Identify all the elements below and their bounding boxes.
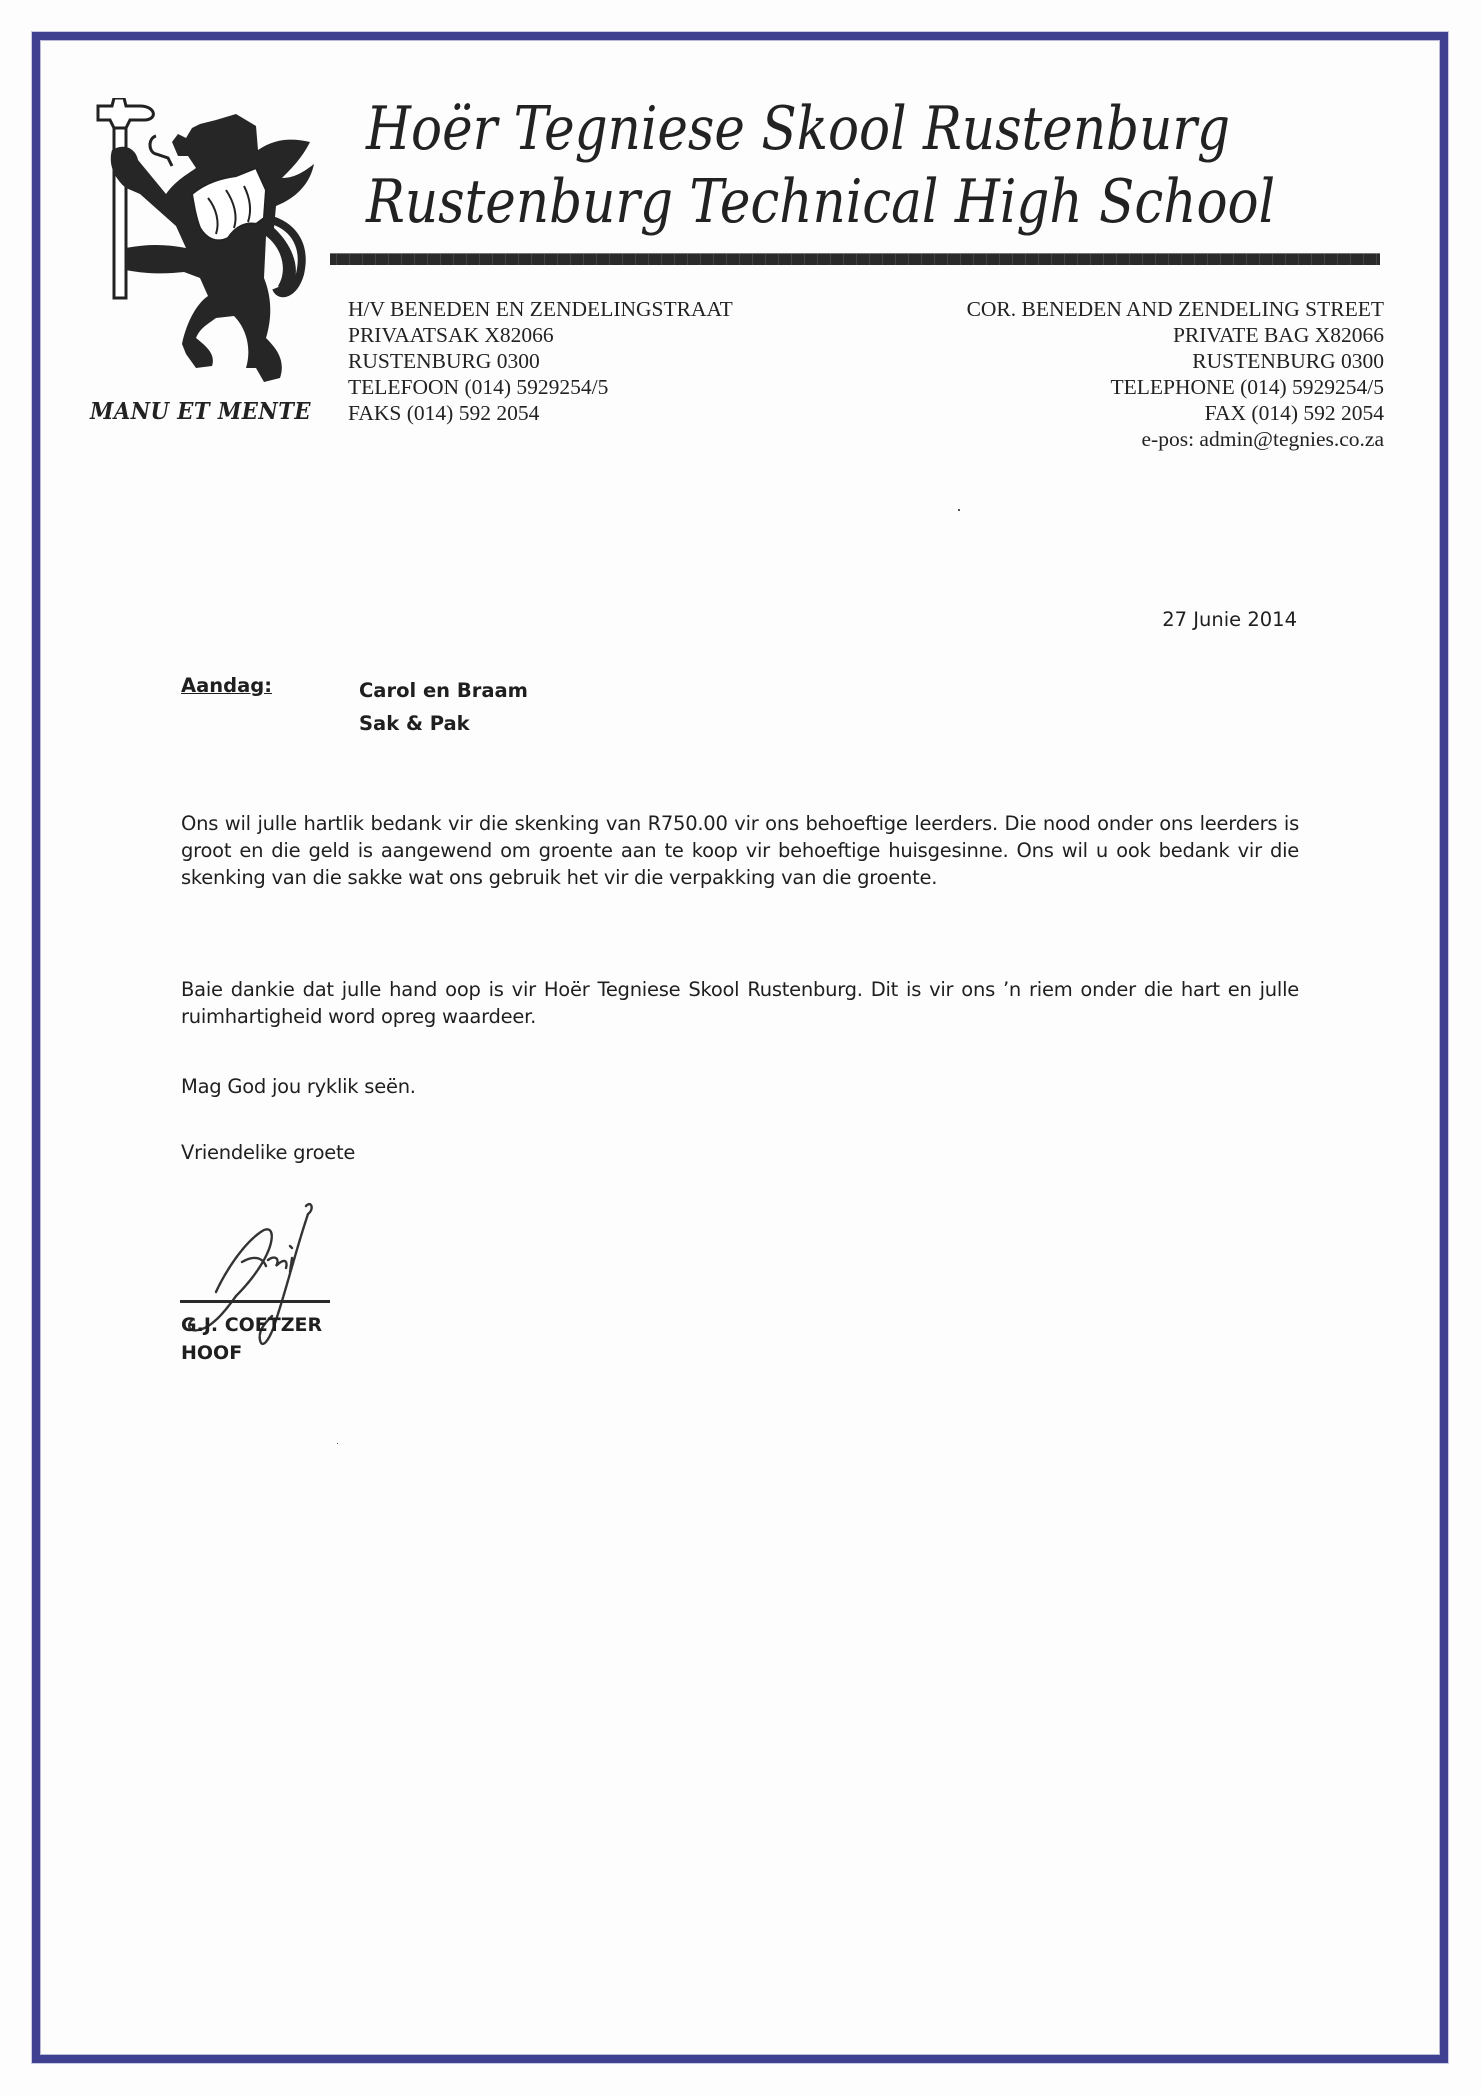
- scan-speck: [958, 509, 960, 511]
- blessing-line: Mag God jou ryklik seën.: [181, 1075, 416, 1098]
- recipient-block: [359, 674, 528, 740]
- phone-line: TELEPHONE (014) 5929254/5: [1110, 375, 1384, 399]
- closing-salutation: Vriendelike groete: [181, 1141, 356, 1164]
- school-name-afrikaans: Hoër Tegniese Skool Rustenburg: [366, 94, 1231, 164]
- address-line: PRIVATE BAG X82066: [1172, 323, 1384, 347]
- signature-line: [180, 1300, 330, 1303]
- address-afrikaans: [348, 296, 733, 426]
- fax-line: FAKS (014) 592 2054: [348, 401, 540, 425]
- recipient-names: Carol en Braam: [359, 679, 528, 702]
- recipient-organisation: Sak & Pak: [359, 712, 470, 735]
- scan-speck: [337, 1443, 338, 1444]
- address-line: PRIVAATSAK X82066: [348, 323, 554, 347]
- address-line: COR. BENEDEN AND ZENDELING STREET: [966, 297, 1384, 321]
- header-rule: [330, 253, 1380, 265]
- lion-body: [111, 114, 314, 382]
- address-line: H/V BENEDEN EN ZENDELINGSTRAAT: [348, 297, 733, 321]
- school-crest-lion-icon: [96, 98, 326, 398]
- letter-date: 27 Junie 2014: [1162, 608, 1297, 631]
- lion-tongue: [150, 136, 172, 166]
- address-english: [967, 296, 1384, 452]
- address-line: RUSTENBURG 0300: [348, 349, 540, 373]
- signatory-title: HOOF: [181, 1342, 243, 1364]
- attention-label: Aandag:: [181, 674, 273, 697]
- body-paragraph-appreciation: Baie dankie dat julle hand oop is vir Hoër Tegniese Skool Rustenburg. Dit is vir ons ’n riem onder die hart en julle ruimhartigheid word opreg waardeer.: [181, 978, 1299, 1028]
- phone-line: TELEFOON (014) 5929254/5: [348, 375, 609, 399]
- hammer-head: [98, 98, 153, 128]
- body-paragraph-thanks: Ons wil julle hartlik bedank vir die skenking van R750.00 vir ons behoeftige leerders. Die nood onder ons leerders is groot en die geld is aangewend om groente aan te koop vir behoeftige huisgesinne. Ons wil u ook bedank vir die skenking van die sakke wat ons gebruik het vir die verpakking van die groente.: [181, 812, 1299, 889]
- school-name-english: Rustenburg Technical High School: [366, 167, 1276, 237]
- signatory-block: [181, 1311, 322, 1367]
- address-line: RUSTENBURG 0300: [1192, 349, 1384, 373]
- school-motto: MANU ET MENTE: [90, 398, 312, 425]
- fax-line: FAX (014) 592 2054: [1204, 401, 1384, 425]
- email-line: e-pos: admin@tegnies.co.za: [1141, 427, 1384, 451]
- signatory-name: G.J. COETZER: [181, 1314, 323, 1336]
